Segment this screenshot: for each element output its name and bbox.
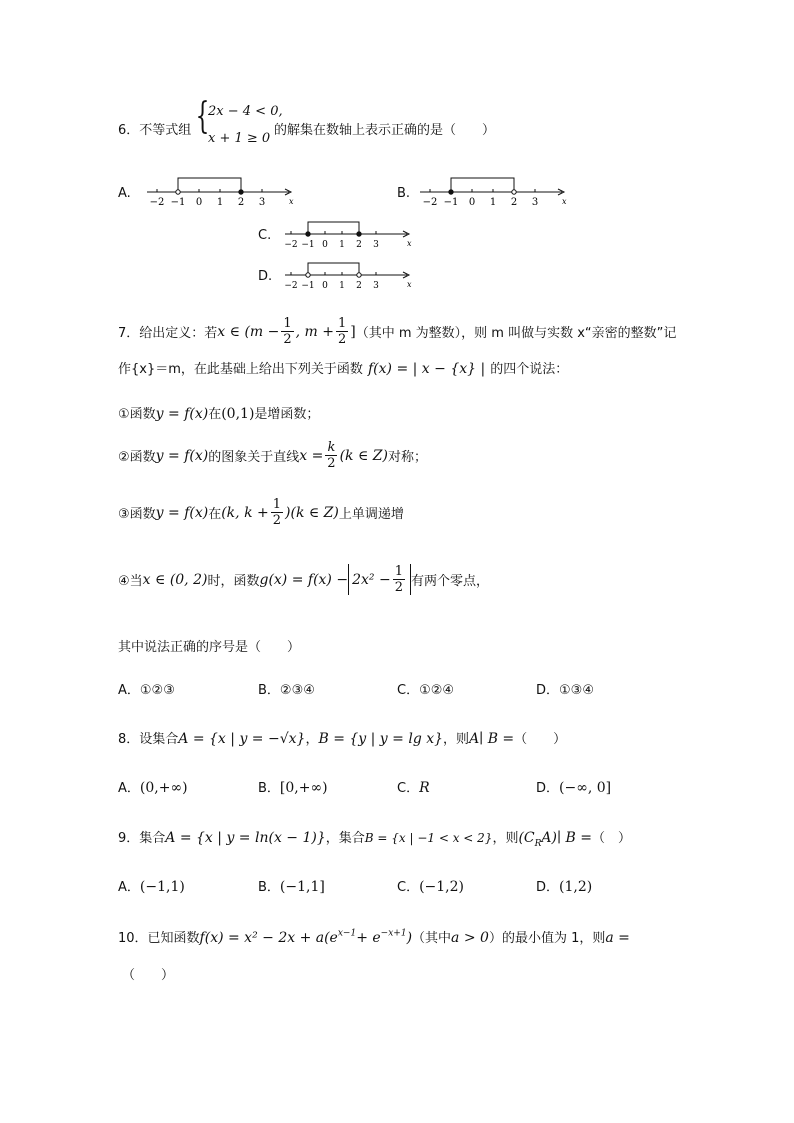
q7-k-half-frac: $\frac{k}{2}$ xyxy=(327,440,336,471)
q7-function-def: f(x) = | x − {x} | xyxy=(368,361,486,377)
q8-option-b: B．[0,+∞) xyxy=(258,780,328,796)
q9-option-c: C．(−1,2) xyxy=(397,879,464,895)
q9-option-d: D．(1,2) xyxy=(536,879,593,895)
tick-label: 0 xyxy=(322,281,328,291)
q7-statement-1: ①函数y = f(x)在(0,1)是增函数； xyxy=(118,406,320,422)
q6-option-b-label: B. xyxy=(397,186,411,201)
tick-label: −1 xyxy=(301,240,315,250)
q6-stem-prefix: 6．不等式组 xyxy=(118,123,192,138)
q9-option-a: A．(−1,1) xyxy=(118,879,185,895)
tick-label: 2 xyxy=(356,240,362,250)
q6-brace: { xyxy=(195,96,210,137)
open-endpoint-left xyxy=(176,190,180,194)
tick-label: 3 xyxy=(373,240,379,250)
tick-label: 2 xyxy=(237,197,245,208)
q7-abs-expression: 2x² − $\frac{1}{2}$ xyxy=(348,564,411,595)
q7-option-a: A．①②③ xyxy=(118,683,175,698)
tick-label: 2 xyxy=(356,281,362,291)
solution-bracket xyxy=(178,178,241,192)
tick-label: 3 xyxy=(258,197,266,208)
open-endpoint-right xyxy=(357,273,361,277)
q8-option-c: C．R xyxy=(397,780,430,796)
q6-ineq2: x + 1 ≥ 0 xyxy=(208,131,271,146)
tick-label: −1 xyxy=(301,281,315,291)
tick-label: 0 xyxy=(322,240,328,250)
q7-intro: 7．给出定义：若 xyxy=(118,326,218,341)
q7-definition: （其中 m 为整数），则 m 叫做与实数 x“亲密的整数”记 xyxy=(355,326,677,341)
q7-statement-4: ④当 x ∈ (0, 2) 时，函数 g(x) = f(x) − 2x² − $\frac{1}{2}$ 有两个零点， xyxy=(118,564,489,595)
tick-label: 1 xyxy=(339,281,345,291)
tick-label: −2 xyxy=(284,281,298,291)
solution-bracket xyxy=(451,178,514,192)
q8-option-d: D．(−∞, 0] xyxy=(536,780,612,796)
q7-half-frac-2: $\frac{1}{2}$ xyxy=(338,316,347,347)
closed-endpoint-left xyxy=(306,232,310,236)
q6-number-line-c xyxy=(283,214,413,250)
q8-option-a: A．(0,+∞) xyxy=(118,780,188,796)
tick-label: 0 xyxy=(195,197,203,208)
tick-label: 0 xyxy=(468,197,476,208)
q7-line1 xyxy=(118,316,676,347)
tick-label: −2 xyxy=(422,197,438,208)
q7-option-d: D．①③④ xyxy=(536,683,594,698)
axis-var-label: x xyxy=(407,280,412,289)
solution-bracket xyxy=(308,263,359,275)
q7-half-frac-1: $\frac{1}{2}$ xyxy=(283,316,292,347)
q7-interval-mid: , m + xyxy=(295,323,334,340)
q6-option-d-label: D. xyxy=(258,269,273,284)
tick-label: −2 xyxy=(149,197,165,208)
closed-endpoint-left xyxy=(449,190,453,194)
tick-label: −2 xyxy=(284,240,298,250)
q6-option-a-label: A. xyxy=(118,186,131,201)
q7-option-c: C．①②④ xyxy=(397,683,455,698)
axis-var-label: x xyxy=(407,239,412,248)
q7-option-b: B．②③④ xyxy=(258,683,315,698)
q7-interval-end: ] xyxy=(350,323,356,340)
q7-ask: 其中说法正确的序号是（ ） xyxy=(118,640,301,655)
tick-label: 3 xyxy=(373,281,379,291)
q7-line2 xyxy=(118,358,568,377)
solution-bracket xyxy=(308,222,359,234)
q7-line2-text: 作{x}＝m，在此基础上给出下列关于函数 xyxy=(118,362,363,377)
tick-label: 1 xyxy=(339,240,345,250)
q6-number-line-d xyxy=(283,255,413,291)
axis-var-label: x xyxy=(562,197,567,206)
tick-label: 1 xyxy=(216,197,224,208)
q7-line2-tail: 的四个说法： xyxy=(490,362,569,377)
q6-stem-suffix: 的解集在数轴上表示正确的是（ ） xyxy=(274,123,496,138)
q9-option-b: B．(−1,1] xyxy=(258,879,325,895)
q7-interval-start: x ∈ (m − xyxy=(217,323,280,340)
open-endpoint-right xyxy=(512,190,516,194)
q7-s3-half-frac: $\frac{1}{2}$ xyxy=(272,497,282,528)
q7-statement-2: ②函数 y = f(x) 的图象关于直线 x = $\frac{k}{2}$ (k ∈ Z) 对称； xyxy=(118,440,427,471)
axis-var-label: x xyxy=(289,197,294,206)
tick-label: −1 xyxy=(170,197,186,208)
tick-label: 1 xyxy=(489,197,497,208)
closed-endpoint-right xyxy=(357,232,361,236)
q6-number-line-b xyxy=(418,172,568,208)
closed-endpoint-right xyxy=(239,190,243,194)
q6-number-line-a xyxy=(145,172,295,208)
q7-statement-3: ③函数 y = f(x) 在 (k, k + $\frac{1}{2}$ )(k ∈ Z) 上单调递增 xyxy=(118,497,404,528)
open-endpoint-left xyxy=(306,273,310,277)
tick-label: 2 xyxy=(510,197,518,208)
q10-stem: 10．已知函数$f(x) = x^2 - 2x + a(e^{x-1}+ e^{-x+1})$（其中a > 0）的最小值为 1，则a = xyxy=(118,928,630,946)
q6-option-c-label: C. xyxy=(258,228,272,243)
q10-answer-blank: （ ） xyxy=(122,968,175,983)
q6-ineq1: 2x − 4 < 0, xyxy=(208,104,283,119)
tick-label: −1 xyxy=(443,197,459,208)
q8-stem: 8．设集合A = {x | y = −√x}，B = {y | y = lg x}，则A∣ B =（ ） xyxy=(118,731,567,747)
tick-label: 3 xyxy=(531,197,539,208)
q9-stem: 9．集合A = {x | y = ln(x − 1)}，集合B = {x | −1 < x < 2}，则$(C_RA)∣$ B =（ ） xyxy=(118,830,632,850)
